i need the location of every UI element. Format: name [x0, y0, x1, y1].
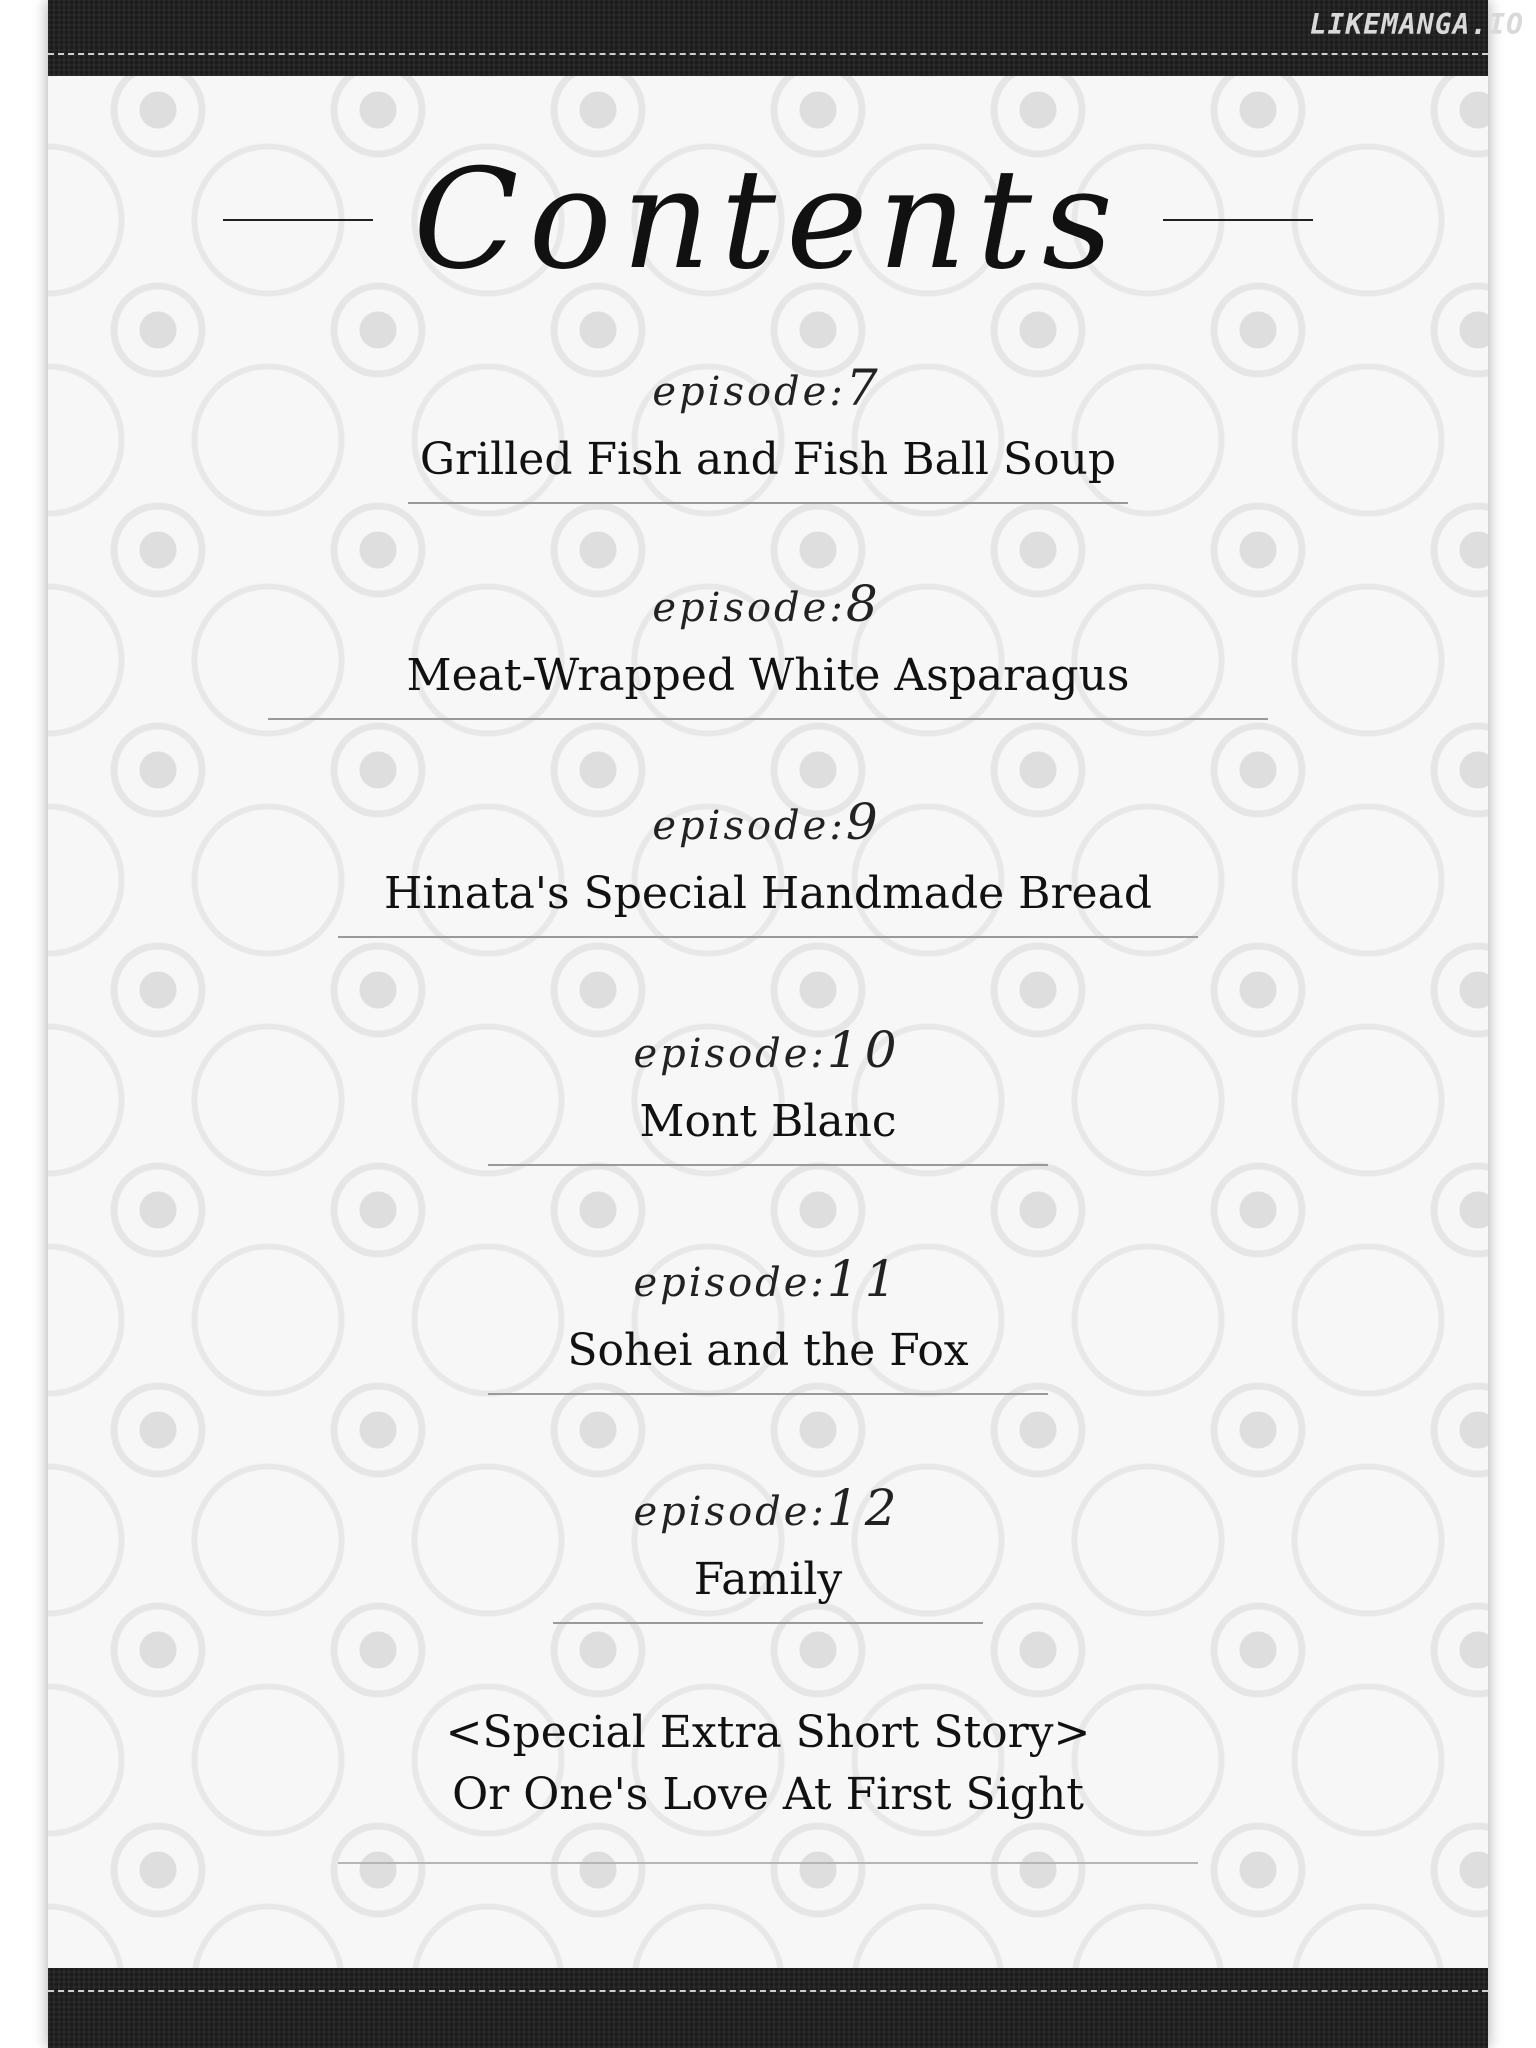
title-rule-left	[223, 219, 373, 221]
toc-entry-episode-8[interactable]	[48, 575, 1488, 720]
episode-label: episode:7	[652, 359, 884, 417]
site-watermark: LIKEMANGA.IO	[1309, 8, 1524, 41]
episode-label: episode:11	[633, 1250, 903, 1308]
title-rule-right	[1163, 219, 1313, 221]
episode-label: episode:8	[652, 575, 884, 633]
entry-divider	[553, 1622, 983, 1624]
special-story-title: Or One's Love At First Sight	[452, 1769, 1084, 1820]
episode-label: episode:12	[633, 1479, 903, 1537]
entry-divider	[488, 1393, 1048, 1395]
bottom-border-band	[48, 1968, 1488, 2048]
toc-entry-episode-7[interactable]	[48, 359, 1488, 504]
toc-entry-episode-12[interactable]	[48, 1479, 1488, 1624]
episode-title: Hinata's Special Handmade Bread	[383, 868, 1152, 919]
toc-entry-special-story[interactable]	[48, 1702, 1488, 1864]
toc-entry-episode-11[interactable]	[48, 1250, 1488, 1395]
entry-divider	[488, 1164, 1048, 1166]
special-story-heading: <Special Extra Short Story>	[445, 1707, 1091, 1758]
toc-entry-episode-9[interactable]	[48, 793, 1488, 938]
top-stitch-line	[48, 53, 1488, 55]
entry-divider	[408, 502, 1128, 504]
episode-title: Meat-Wrapped White Asparagus	[406, 650, 1130, 701]
page-title: Contents	[413, 139, 1123, 300]
entry-divider	[338, 936, 1198, 938]
episode-label: episode:9	[652, 793, 884, 851]
episode-title: Grilled Fish and Fish Ball Soup	[419, 434, 1117, 485]
episode-title: Family	[693, 1554, 843, 1605]
top-border-band	[48, 0, 1488, 76]
toc-entry-episode-10[interactable]	[48, 1021, 1488, 1166]
episode-title: Sohei and the Fox	[567, 1325, 969, 1376]
episode-title: Mont Blanc	[639, 1096, 897, 1147]
entry-divider	[268, 718, 1268, 720]
episode-label: episode:10	[633, 1021, 903, 1079]
entry-divider	[338, 1862, 1198, 1864]
bottom-stitch-line	[48, 1990, 1488, 1992]
contents-header	[48, 140, 1488, 300]
